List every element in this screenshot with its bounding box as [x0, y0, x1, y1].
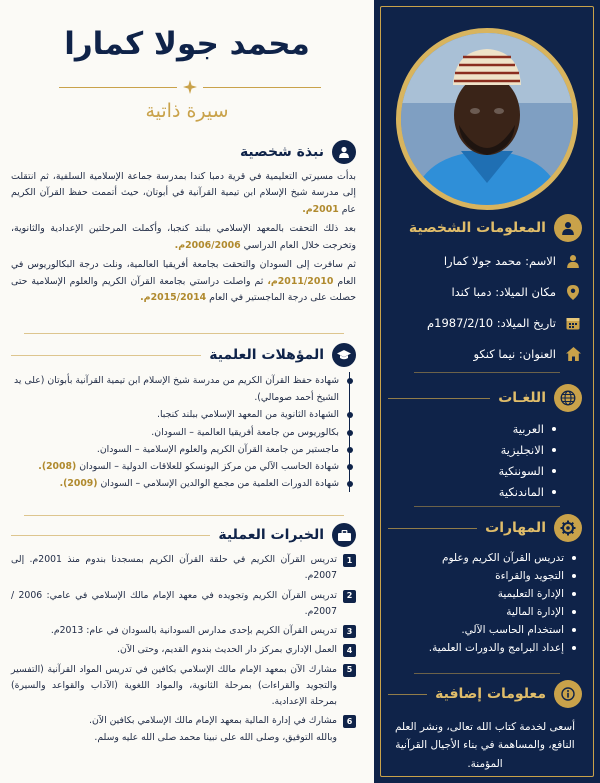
list-item: 6 مشارك في إدارة المالية بمعهد الإمام مالك الإسلامي بكافين الآن. وبالله التوفيق، وصلى الله على نبينا محمد صلى الله عليه وسلم. [11, 713, 356, 746]
list-item: استخدام الحاسب الآلي. [388, 624, 576, 636]
sidebar-divider [414, 673, 560, 674]
skills-section [374, 514, 600, 660]
list-item: بكالوريوس من جامعة أفريقيا العالمية – السودان. [11, 424, 339, 441]
name-row: الاسم: محمد جولا كمارا [388, 252, 582, 270]
list-item: الانجليزية [388, 443, 556, 457]
briefcase-icon [332, 523, 356, 547]
personal-info-section [374, 214, 600, 376]
bio-paragraph-2: بعد ذلك التحقت بالمعهد الإسلامي ببلند كنجبا، وأكملت المرحلتين الإعدادية والثانوية، وتخرجت خلال العام الدراسي 2006/2006م. [11, 223, 356, 251]
person-icon [564, 252, 582, 270]
birthdate-row: تاريخ الميلاد: 1987/2/10م [388, 314, 582, 332]
star-ornament-icon [183, 80, 197, 94]
skills-list [388, 552, 582, 654]
list-item: 1 تدريس القرآن الكريم في حلقة القرآن الكريم بمسجدنا بندوم منذ 2001م. إلى 2007م. [11, 552, 356, 585]
user-icon [554, 214, 582, 242]
languages-section [374, 384, 600, 506]
bio-section [11, 140, 356, 310]
languages-title: اللغـات [498, 390, 546, 406]
list-item: 3 تدريس القرآن الكريم بإحدى مدارس السودانية بالسودان في عام: 2013م. [11, 623, 356, 639]
list-item: 5 مشارك الآن بمعهد الإمام مالك الإسلامي بكافين في تدريس المواد القرآنية (التفسير والتجويد والقراءات) بمرحلة الثانوية، والمواد اللغوية (الآداب والقواعد والسيرة) بمرحلة الإعدادية. [11, 662, 356, 711]
list-item: شهادة الدورات العلمية من مجمع الوالدين الإسلامي – السودان (2009). [11, 475, 339, 492]
extra-info-text: أسعى لخدمة كتاب الله تعالى، ونشر العلم النافع، والمساهمة في بناء الأجيال القرآنية المؤمنة. [394, 721, 576, 770]
list-item: إعداد البرامج والدورات العلمية. [388, 642, 576, 654]
qualifications-section [11, 343, 356, 492]
calendar-icon [564, 314, 582, 332]
sidebar-divider [414, 372, 560, 373]
list-item: شهادة حفظ القرآن الكريم من مدرسة شيخ الإسلام ابن تيمية القرآنية بأبوتان (على يد الشيخ أحمد صومالي). [11, 372, 339, 406]
experience-title: الخبرات العملية [218, 527, 324, 543]
list-item: الماندنكية [388, 485, 556, 499]
list-item: العربية [388, 422, 556, 436]
extra-info-title: معلومات إضافية [435, 686, 546, 702]
list-item: السوننكية [388, 464, 556, 478]
list-item: الإدارة التعليمية [388, 588, 576, 600]
profile-photo [396, 28, 578, 210]
info-icon [554, 680, 582, 708]
section-divider [24, 515, 344, 516]
list-item: 2 تدريس القرآن الكريم وتجويده في معهد الإمام مالك الإسلامي في عامي: 2006 / 2007م. [11, 588, 356, 621]
birthplace-row: مكان الميلاد: دمبا كندا [388, 283, 582, 301]
gear-icon [554, 514, 582, 542]
extra-info-section [374, 680, 600, 773]
experience-section [11, 523, 356, 749]
person-name: محمد جولا كمارا [64, 26, 310, 62]
sidebar-divider [414, 506, 560, 507]
bio-paragraph-3: ثم سافرت إلى السودان والتحقت بجامعة أفريقيا العالمية، ونلت درجة البكالوريوس في العام 2011/2010م، ثم واصلت دراستي بجامعة القرآن الكريم والعلوم الإسلامية حتى حصلت على درجة الماجستير في العام 2015/2014م. [11, 259, 357, 304]
experience-list [11, 552, 356, 746]
personal-info-title: المعلومات الشخصية [408, 220, 546, 236]
graduation-cap-icon [332, 343, 356, 367]
location-pin-icon [564, 283, 582, 301]
list-item: تدريس القرآن الكريم وعلوم [388, 552, 576, 564]
section-divider [24, 333, 344, 334]
sidebar [374, 0, 600, 783]
bio-title: نبذة شخصية [239, 144, 324, 160]
qualifications-list [11, 372, 350, 492]
title-ornament [50, 80, 330, 94]
list-item: الشهادة الثانوية من المعهد الإسلامي ببلند كنجبا. [11, 406, 339, 423]
qualifications-title: المؤهلات العلمية [209, 347, 324, 363]
home-icon [564, 345, 582, 363]
list-item: 4 العمل الإداري بمركز دار الحديث بندوم القديم، وحتى الآن. [11, 642, 356, 658]
list-item: التجويد والقراءة [388, 570, 576, 582]
bio-paragraph-1: بدأت مسيرتي التعليمية في قرية دمبا كندا بمدرسة جماعة الإسلامية السلفية، ثم انتقلت إلى مدرسة شيخ الإسلام ابن تيمية القرآنية في أبوتان، حيث أتممت حفظ القرآن الكريم عام 2001م. [11, 171, 356, 215]
list-item: الإدارة المالية [388, 606, 576, 618]
list-item: شهادة الحاسب الآلي من مركز اليونسكو للعلاقات الدولية – السودان (2008). [11, 458, 339, 475]
skills-title: المهارات [485, 520, 546, 536]
cv-subtitle: سيرة ذاتية [145, 100, 229, 122]
globe-icon [554, 384, 582, 412]
list-item: ماجستير من جامعة القرآن الكريم والعلوم الإسلامية – السودان. [11, 441, 339, 458]
address-row: العنوان: نيما كنكو [388, 345, 582, 363]
languages-list [388, 422, 582, 499]
user-icon [332, 140, 356, 164]
